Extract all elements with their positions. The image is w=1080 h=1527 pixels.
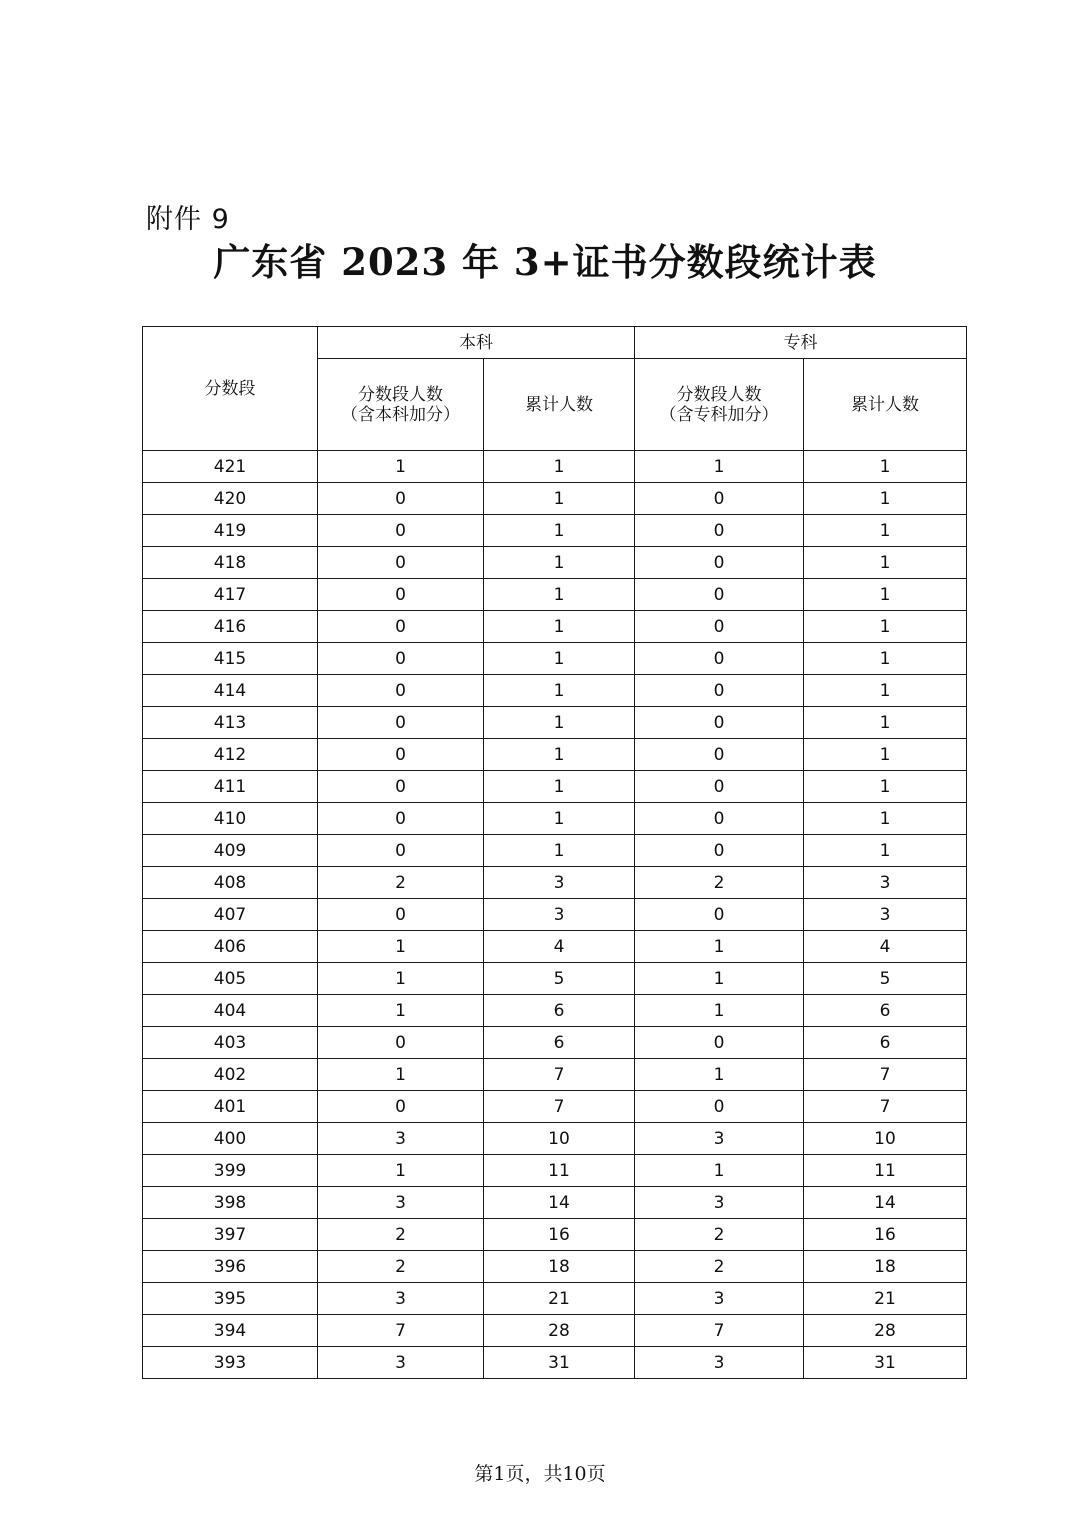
cell-junior-count: 0 — [635, 515, 804, 547]
cell-score-band: 403 — [143, 1027, 318, 1059]
table-row — [143, 963, 967, 995]
cell-junior-count: 1 — [635, 451, 804, 483]
cell-junior-count: 3 — [635, 1283, 804, 1315]
table-row — [143, 931, 967, 963]
cell-score-band: 409 — [143, 835, 318, 867]
header-junior-count-line1: 分数段人数 — [676, 384, 762, 405]
cell-junior-cumulative: 1 — [804, 547, 967, 579]
cell-undergrad-cumulative: 1 — [484, 739, 635, 771]
table-row — [143, 899, 967, 931]
cell-junior-cumulative: 1 — [804, 707, 967, 739]
cell-undergrad-cumulative: 1 — [484, 675, 635, 707]
cell-junior-count: 0 — [635, 739, 804, 771]
cell-junior-count: 0 — [635, 707, 804, 739]
cell-junior-count: 7 — [635, 1315, 804, 1347]
cell-undergrad-count: 1 — [318, 963, 484, 995]
cell-undergrad-cumulative: 4 — [484, 931, 635, 963]
header-junior-group: 专科 — [635, 327, 967, 359]
table-row — [143, 867, 967, 899]
cell-undergrad-count: 3 — [318, 1283, 484, 1315]
cell-undergrad-cumulative: 28 — [484, 1315, 635, 1347]
cell-undergrad-count: 1 — [318, 451, 484, 483]
cell-score-band: 404 — [143, 995, 318, 1027]
cell-score-band: 418 — [143, 547, 318, 579]
table-row — [143, 451, 967, 483]
header-undergrad-group: 本科 — [318, 327, 635, 359]
header-junior-count — [635, 359, 804, 451]
cell-junior-cumulative: 6 — [804, 995, 967, 1027]
cell-junior-count: 2 — [635, 1251, 804, 1283]
cell-junior-count: 0 — [635, 675, 804, 707]
cell-undergrad-cumulative: 10 — [484, 1123, 635, 1155]
cell-score-band: 406 — [143, 931, 318, 963]
cell-undergrad-count: 0 — [318, 483, 484, 515]
cell-junior-cumulative: 11 — [804, 1155, 967, 1187]
cell-undergrad-cumulative: 1 — [484, 707, 635, 739]
header-undergrad-count-line1: 分数段人数 — [358, 384, 443, 405]
table-row — [143, 515, 967, 547]
cell-junior-cumulative: 21 — [804, 1283, 967, 1315]
cell-undergrad-count: 3 — [318, 1187, 484, 1219]
cell-junior-cumulative: 28 — [804, 1315, 967, 1347]
table-row — [143, 1251, 967, 1283]
cell-junior-count: 3 — [635, 1187, 804, 1219]
table-row — [143, 547, 967, 579]
cell-score-band: 394 — [143, 1315, 318, 1347]
cell-score-band: 419 — [143, 515, 318, 547]
cell-score-band: 421 — [143, 451, 318, 483]
table-row — [143, 1123, 967, 1155]
cell-undergrad-count: 1 — [318, 931, 484, 963]
cell-junior-cumulative: 1 — [804, 803, 967, 835]
cell-junior-count: 1 — [635, 1059, 804, 1091]
cell-junior-count: 0 — [635, 547, 804, 579]
cell-score-band: 393 — [143, 1347, 318, 1379]
cell-junior-cumulative: 16 — [804, 1219, 967, 1251]
cell-undergrad-count: 0 — [318, 835, 484, 867]
cell-undergrad-cumulative: 16 — [484, 1219, 635, 1251]
cell-undergrad-count: 0 — [318, 739, 484, 771]
cell-undergrad-cumulative: 21 — [484, 1283, 635, 1315]
cell-undergrad-cumulative: 1 — [484, 483, 635, 515]
cell-junior-cumulative: 3 — [804, 899, 967, 931]
cell-junior-count: 0 — [635, 611, 804, 643]
header-score-band: 分数段 — [143, 327, 318, 451]
cell-undergrad-cumulative: 1 — [484, 803, 635, 835]
cell-score-band: 408 — [143, 867, 318, 899]
table-row — [143, 1283, 967, 1315]
cell-junior-cumulative: 1 — [804, 611, 967, 643]
cell-undergrad-count: 2 — [318, 867, 484, 899]
table-row — [143, 1219, 967, 1251]
cell-score-band: 402 — [143, 1059, 318, 1091]
cell-undergrad-cumulative: 1 — [484, 771, 635, 803]
table-body — [143, 451, 967, 1379]
header-undergrad-count — [318, 359, 484, 451]
cell-junior-cumulative: 1 — [804, 483, 967, 515]
cell-undergrad-count: 3 — [318, 1347, 484, 1379]
cell-junior-cumulative: 1 — [804, 675, 967, 707]
cell-score-band: 405 — [143, 963, 318, 995]
cell-junior-cumulative: 31 — [804, 1347, 967, 1379]
cell-junior-count: 1 — [635, 931, 804, 963]
cell-undergrad-cumulative: 11 — [484, 1155, 635, 1187]
cell-undergrad-cumulative: 5 — [484, 963, 635, 995]
cell-undergrad-cumulative: 6 — [484, 995, 635, 1027]
table-row — [143, 483, 967, 515]
cell-undergrad-count: 1 — [318, 1059, 484, 1091]
cell-score-band: 407 — [143, 899, 318, 931]
cell-undergrad-cumulative: 1 — [484, 547, 635, 579]
cell-undergrad-cumulative: 7 — [484, 1091, 635, 1123]
table-row — [143, 803, 967, 835]
cell-junior-count: 0 — [635, 1027, 804, 1059]
cell-score-band: 400 — [143, 1123, 318, 1155]
cell-undergrad-count: 1 — [318, 1155, 484, 1187]
cell-undergrad-count: 0 — [318, 803, 484, 835]
cell-junior-count: 1 — [635, 1155, 804, 1187]
cell-undergrad-count: 0 — [318, 611, 484, 643]
cell-undergrad-count: 0 — [318, 547, 484, 579]
cell-junior-cumulative: 7 — [804, 1059, 967, 1091]
cell-score-band: 414 — [143, 675, 318, 707]
cell-junior-cumulative: 10 — [804, 1123, 967, 1155]
cell-undergrad-cumulative: 6 — [484, 1027, 635, 1059]
cell-junior-cumulative: 1 — [804, 643, 967, 675]
table-row — [143, 835, 967, 867]
attachment-label: 附件 9 — [146, 204, 230, 235]
cell-undergrad-count: 0 — [318, 771, 484, 803]
table-row — [143, 675, 967, 707]
cell-junior-cumulative: 3 — [804, 867, 967, 899]
cell-score-band: 412 — [143, 739, 318, 771]
cell-score-band: 395 — [143, 1283, 318, 1315]
cell-junior-count: 1 — [635, 995, 804, 1027]
header-undergrad-count-line2: （含本科加分） — [341, 404, 460, 425]
score-distribution-table — [142, 326, 967, 1379]
cell-undergrad-count: 0 — [318, 675, 484, 707]
cell-undergrad-cumulative: 31 — [484, 1347, 635, 1379]
cell-undergrad-count: 0 — [318, 899, 484, 931]
cell-junior-count: 0 — [635, 643, 804, 675]
table-row — [143, 1347, 967, 1379]
cell-junior-count: 3 — [635, 1123, 804, 1155]
cell-junior-cumulative: 14 — [804, 1187, 967, 1219]
cell-undergrad-cumulative: 1 — [484, 643, 635, 675]
table-row — [143, 1155, 967, 1187]
cell-junior-count: 0 — [635, 803, 804, 835]
table-row — [143, 1059, 967, 1091]
header-junior-cumulative: 累计人数 — [804, 359, 967, 451]
cell-undergrad-cumulative: 1 — [484, 835, 635, 867]
table-row — [143, 1187, 967, 1219]
cell-score-band: 396 — [143, 1251, 318, 1283]
cell-undergrad-cumulative: 7 — [484, 1059, 635, 1091]
cell-junior-cumulative: 1 — [804, 451, 967, 483]
cell-undergrad-count: 7 — [318, 1315, 484, 1347]
table-row — [143, 739, 967, 771]
cell-junior-count: 3 — [635, 1347, 804, 1379]
cell-junior-count: 0 — [635, 899, 804, 931]
table-row — [143, 611, 967, 643]
cell-junior-count: 0 — [635, 483, 804, 515]
cell-undergrad-cumulative: 1 — [484, 579, 635, 611]
cell-junior-cumulative: 6 — [804, 1027, 967, 1059]
cell-junior-cumulative: 4 — [804, 931, 967, 963]
cell-undergrad-count: 0 — [318, 707, 484, 739]
table-row — [143, 643, 967, 675]
cell-score-band: 411 — [143, 771, 318, 803]
cell-undergrad-count: 0 — [318, 1091, 484, 1123]
cell-score-band: 397 — [143, 1219, 318, 1251]
cell-undergrad-cumulative: 3 — [484, 867, 635, 899]
cell-junior-count: 2 — [635, 867, 804, 899]
cell-undergrad-count: 0 — [318, 579, 484, 611]
cell-junior-cumulative: 1 — [804, 515, 967, 547]
cell-junior-cumulative: 18 — [804, 1251, 967, 1283]
cell-junior-count: 0 — [635, 1091, 804, 1123]
table-row — [143, 707, 967, 739]
cell-score-band: 410 — [143, 803, 318, 835]
document-title: 广东省 2023 年 3+证书分数段统计表 — [213, 240, 877, 284]
cell-score-band: 398 — [143, 1187, 318, 1219]
table-row — [143, 1027, 967, 1059]
cell-undergrad-cumulative: 3 — [484, 899, 635, 931]
cell-junior-cumulative: 7 — [804, 1091, 967, 1123]
cell-score-band: 413 — [143, 707, 318, 739]
header-undergrad-cumulative: 累计人数 — [484, 359, 635, 451]
table-row — [143, 995, 967, 1027]
cell-score-band: 401 — [143, 1091, 318, 1123]
cell-undergrad-count: 2 — [318, 1251, 484, 1283]
cell-junior-count: 1 — [635, 963, 804, 995]
cell-junior-count: 0 — [635, 579, 804, 611]
cell-junior-cumulative: 1 — [804, 835, 967, 867]
cell-junior-cumulative: 1 — [804, 579, 967, 611]
cell-undergrad-count: 1 — [318, 995, 484, 1027]
table-row — [143, 579, 967, 611]
cell-score-band: 417 — [143, 579, 318, 611]
cell-score-band: 399 — [143, 1155, 318, 1187]
cell-undergrad-count: 0 — [318, 515, 484, 547]
cell-score-band: 416 — [143, 611, 318, 643]
cell-junior-cumulative: 1 — [804, 771, 967, 803]
table-row — [143, 771, 967, 803]
cell-junior-count: 0 — [635, 835, 804, 867]
table-row — [143, 1091, 967, 1123]
cell-undergrad-count: 3 — [318, 1123, 484, 1155]
cell-junior-cumulative: 1 — [804, 739, 967, 771]
cell-junior-cumulative: 5 — [804, 963, 967, 995]
cell-score-band: 415 — [143, 643, 318, 675]
table-row — [143, 1315, 967, 1347]
cell-junior-count: 0 — [635, 771, 804, 803]
page-footer: 第1页，共10页 — [474, 1463, 606, 1485]
cell-undergrad-cumulative: 14 — [484, 1187, 635, 1219]
cell-junior-count: 2 — [635, 1219, 804, 1251]
cell-undergrad-count: 2 — [318, 1219, 484, 1251]
header-junior-count-line2: （含专科加分） — [659, 404, 779, 425]
cell-undergrad-count: 0 — [318, 643, 484, 675]
cell-undergrad-cumulative: 1 — [484, 451, 635, 483]
table-header-row — [143, 327, 967, 359]
cell-undergrad-cumulative: 18 — [484, 1251, 635, 1283]
cell-undergrad-cumulative: 1 — [484, 515, 635, 547]
cell-score-band: 420 — [143, 483, 318, 515]
cell-undergrad-count: 0 — [318, 1027, 484, 1059]
cell-undergrad-cumulative: 1 — [484, 611, 635, 643]
